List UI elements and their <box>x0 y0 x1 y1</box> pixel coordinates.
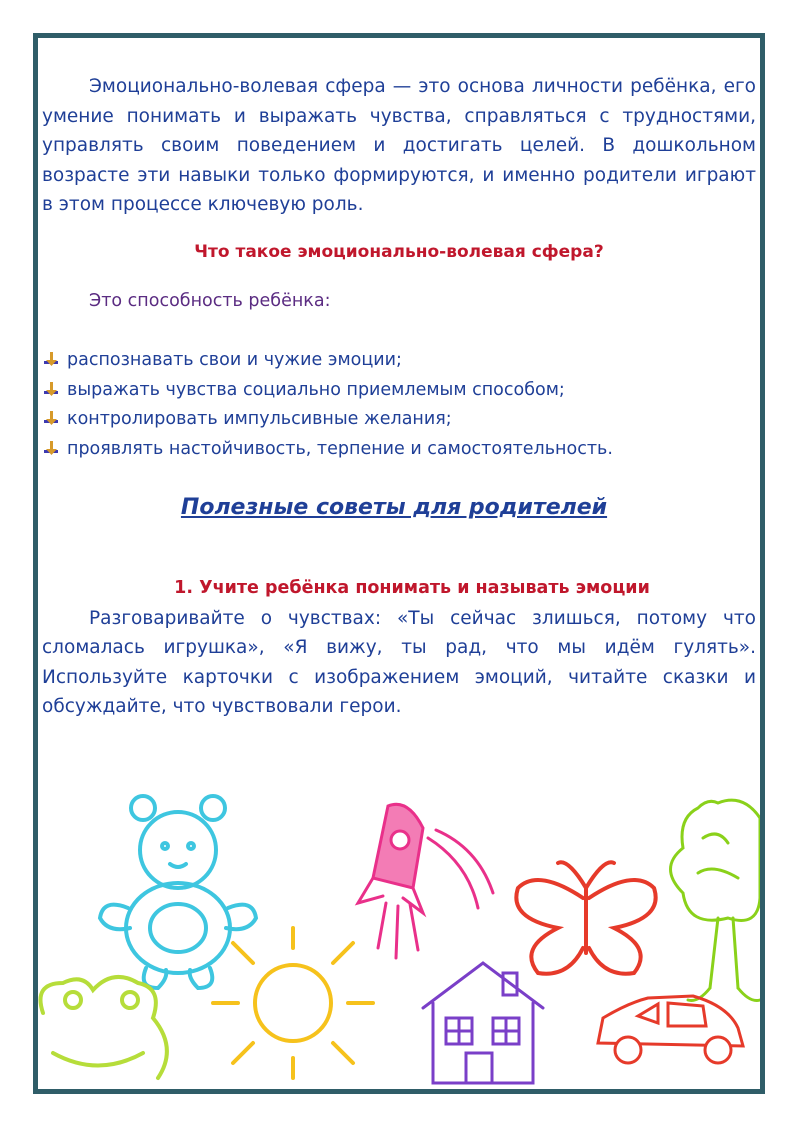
definition-lead: Это способность ребёнка: <box>89 290 331 311</box>
tip1-heading: 1. Учите ребёнка понимать и называть эмоции <box>174 578 650 598</box>
page-frame <box>33 33 765 1094</box>
frog-drawing <box>41 977 167 1078</box>
list-item-text: проявлять настойчивость, терпение и самостоятельность. <box>67 438 613 459</box>
list-item <box>42 346 756 376</box>
childrens-drawings <box>38 778 760 1089</box>
intro-paragraph: Эмоционально-волевая сфера — это основа личности ребёнка, его умение понимать и выражать чувства, справляться с трудностями, управлять своим поведением и достигать целей. В дошкольном возрасте эти навыки только формируются, и именно родители играют в этом процессе ключевую роль. <box>42 76 756 215</box>
tree-drawing <box>671 800 761 1000</box>
bullet-arrow-icon <box>44 352 61 369</box>
list-item-text: контролировать импульсивные желания; <box>67 409 452 429</box>
bullet-arrow-icon <box>44 441 61 458</box>
list-item <box>42 405 756 435</box>
list-item <box>42 435 756 465</box>
butterfly-drawing <box>516 862 655 973</box>
bullet-arrow-icon <box>44 411 61 428</box>
sun-drawing <box>213 928 373 1078</box>
abilities-list <box>42 346 756 464</box>
list-item-text: распознавать свои и чужие эмоции; <box>67 350 402 370</box>
list-item <box>42 376 756 406</box>
car-drawing <box>598 996 743 1063</box>
rocket-drawing <box>358 804 493 958</box>
bullet-arrow-icon <box>44 382 61 399</box>
tips-title: Полезные советы для родителей <box>180 495 608 520</box>
teddy-bear-drawing <box>100 796 256 988</box>
content <box>42 72 756 722</box>
list-item-text: выражать чувства социально приемлемым способом; <box>67 379 565 400</box>
question-heading: Что такое эмоционально-волевая сфера? <box>194 241 604 262</box>
tip1-paragraph: Разговаривайте о чувствах: «Ты сейчас злишься, потому что сломалась игрушка», «Я вижу, ты рад, что мы идём гулять». Используйте карточки с изображением эмоций, читайте сказки и обсуждайте, что чувствовали герои. <box>42 607 756 717</box>
house-drawing <box>423 963 543 1083</box>
